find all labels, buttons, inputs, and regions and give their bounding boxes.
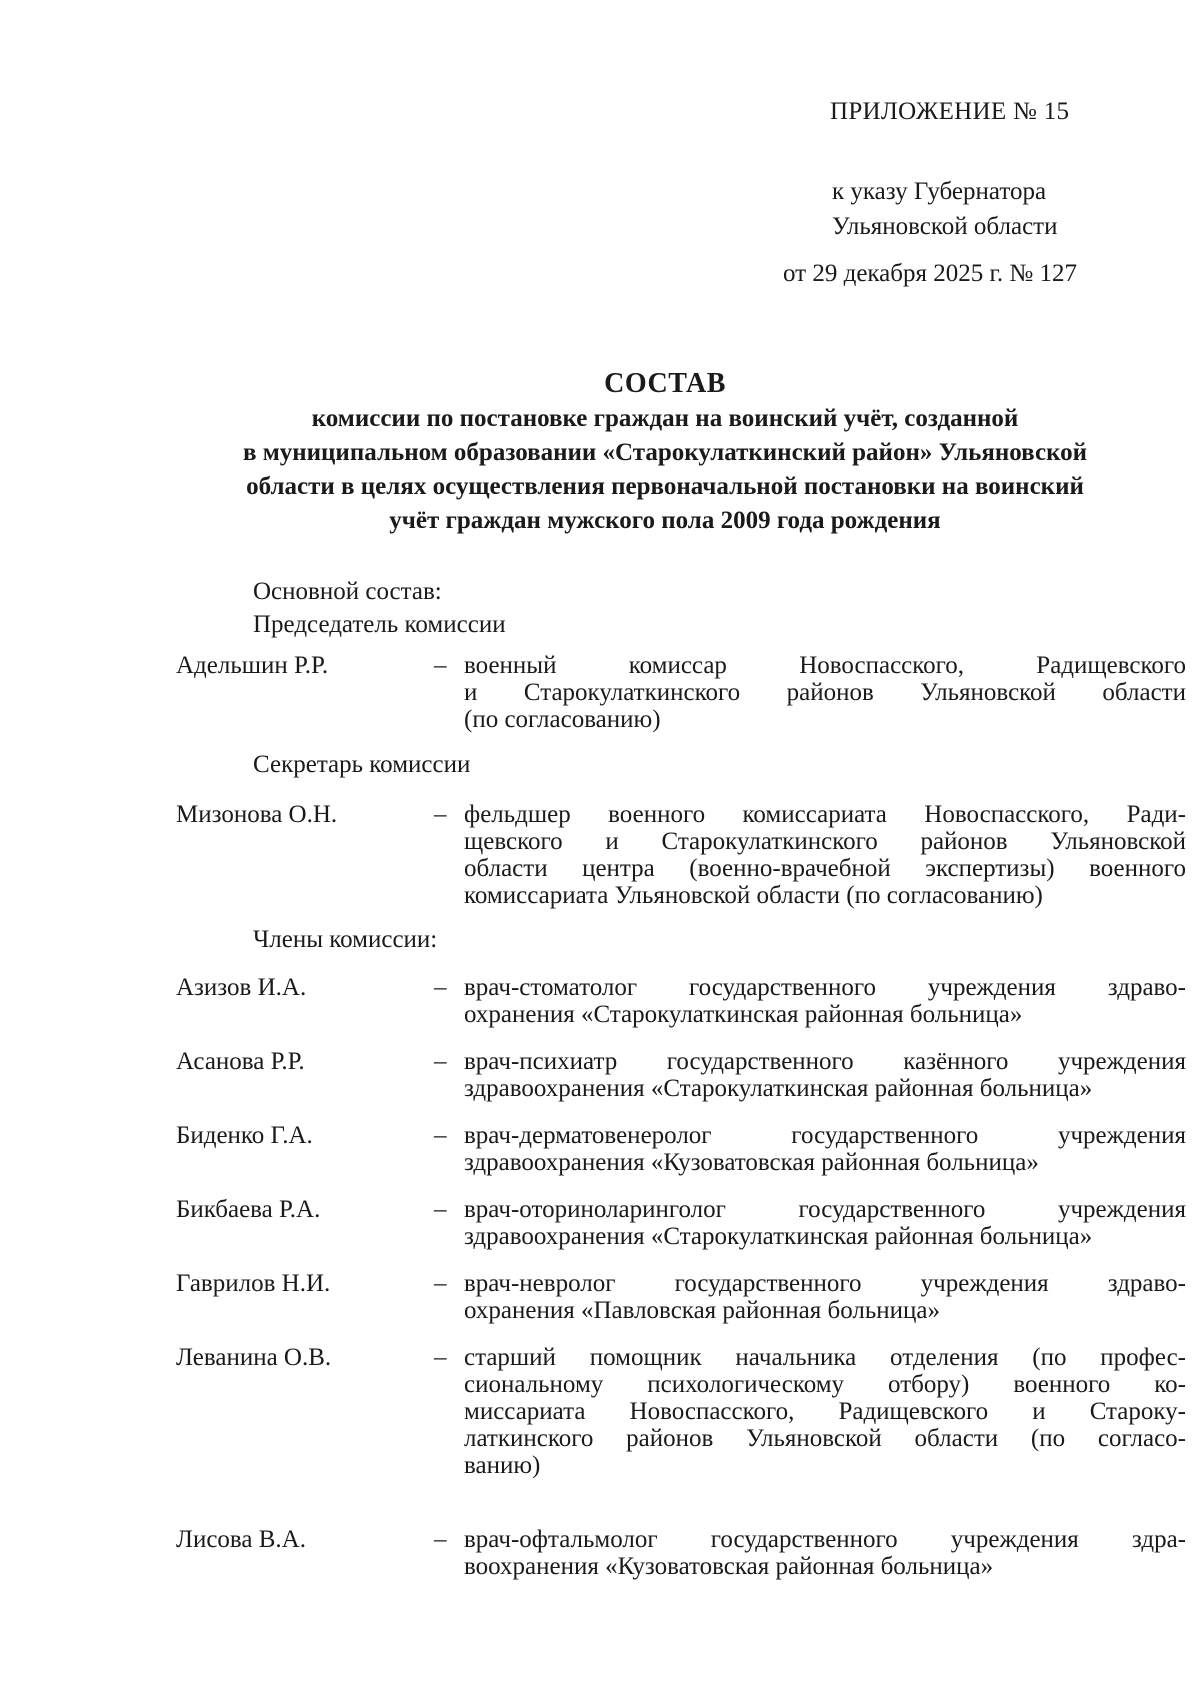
subtitle-line: комиссии по постановке граждан на воинский учёт, созданной (311, 405, 1019, 432)
description-line: фельдшер военного комиссариата Новоспасского, Ради- (464, 801, 1186, 828)
description-line: врач-дерматовенеролог государственного учреждения (464, 1122, 1186, 1149)
description-line: латкинского районов Ульяновской области (по согласо- (464, 1425, 1186, 1452)
description-line: (по согласованию) (464, 706, 661, 733)
member-description (464, 1344, 1186, 1479)
section-members: Члены комиссии: (253, 926, 438, 953)
description-line: области центра (военно-врачебной экспертизы) военного (464, 855, 1186, 882)
member-name: Биденко Г.А. (176, 1122, 313, 1149)
decree-reference (832, 174, 1057, 244)
description-line: врач-психиатр государственного казённого учреждения (464, 1048, 1186, 1075)
description-line: здравоохранения «Старокулаткинская районная больница» (464, 1075, 1093, 1102)
description-line: здравоохранения «Старокулаткинская районная больница» (464, 1223, 1093, 1250)
member-description (464, 974, 1186, 1028)
decree-date: от 29 декабря 2025 г. № 127 (783, 260, 1078, 287)
description-line: ванию) (464, 1452, 541, 1479)
description-line: охранения «Павловская районная больница» (464, 1297, 941, 1324)
member-name: Лисова В.А. (176, 1526, 306, 1553)
description-line: старший помощник начальника отделения (по профес- (464, 1344, 1186, 1371)
decree-line-1: к указу Губернатора (832, 178, 1047, 205)
section-chairman: Председатель комиссии (253, 611, 506, 638)
member-dash: – (434, 1196, 447, 1223)
member-name: Адельшин Р.Р. (176, 652, 329, 679)
member-description (464, 1196, 1186, 1250)
document-subtitle (150, 402, 1180, 538)
subtitle-line: учёт граждан мужского пола 2009 года рождения (389, 507, 941, 534)
description-line: врач-оториноларинголог государственного учреждения (464, 1196, 1186, 1223)
member-dash: – (434, 1344, 447, 1371)
description-line: миссариата Новоспасского, Радищевского и Староку- (464, 1398, 1186, 1425)
description-line: воохранения «Кузоватовская районная больница» (464, 1553, 994, 1580)
description-line: щевского и Старокулаткинского районов Ульяновской (464, 828, 1186, 855)
document-title: СОСТАВ (604, 368, 726, 399)
section-secretary: Секретарь комиссии (253, 751, 471, 778)
description-line: военный комиссар Новоспасского, Радищевского (464, 652, 1186, 679)
subtitle-line: области в целях осуществления первоначальной постановки на воинский (246, 473, 1084, 500)
member-name: Асанова Р.Р. (176, 1048, 305, 1075)
subtitle-line: в муниципальном образовании «Старокулаткинский район» Ульяновской (242, 439, 1088, 466)
description-line: здравоохранения «Кузоватовская районная больница» (464, 1149, 1039, 1176)
member-description (464, 801, 1186, 909)
member-name: Леванина О.В. (176, 1344, 332, 1371)
member-dash: – (434, 974, 447, 1001)
decree-line-2: Ульяновской области (832, 213, 1058, 240)
description-line: врач-офтальмолог государственного учреждения здра- (464, 1526, 1186, 1553)
member-description (464, 1526, 1186, 1580)
member-dash: – (434, 1270, 447, 1297)
member-name: Бикбаева Р.А. (176, 1196, 321, 1223)
member-dash: – (434, 1526, 447, 1553)
member-description (464, 1048, 1186, 1102)
section-main: Основной состав: (253, 578, 442, 605)
member-dash: – (434, 652, 447, 679)
description-line: врач-невролог государственного учреждения здраво- (464, 1270, 1186, 1297)
appendix-number: ПРИЛОЖЕНИЕ № 15 (830, 98, 1070, 125)
description-line: сиональному психологическому отбору) военного ко- (464, 1371, 1186, 1398)
description-line: комиссариата Ульяновской области (по согласованию) (464, 882, 1043, 909)
member-name: Гаврилов Н.И. (176, 1270, 331, 1297)
member-dash: – (434, 801, 447, 828)
member-description (464, 1122, 1186, 1176)
member-dash: – (434, 1048, 447, 1075)
member-description (464, 1270, 1186, 1324)
description-line: охранения «Старокулаткинская районная больница» (464, 1001, 1023, 1028)
member-name: Азизов И.А. (176, 974, 307, 1001)
member-dash: – (434, 1122, 447, 1149)
member-name: Мизонова О.Н. (176, 801, 338, 828)
member-description (464, 652, 1186, 733)
description-line: врач-стоматолог государственного учреждения здраво- (464, 974, 1186, 1001)
description-line: и Старокулаткинского районов Ульяновской области (464, 679, 1186, 706)
